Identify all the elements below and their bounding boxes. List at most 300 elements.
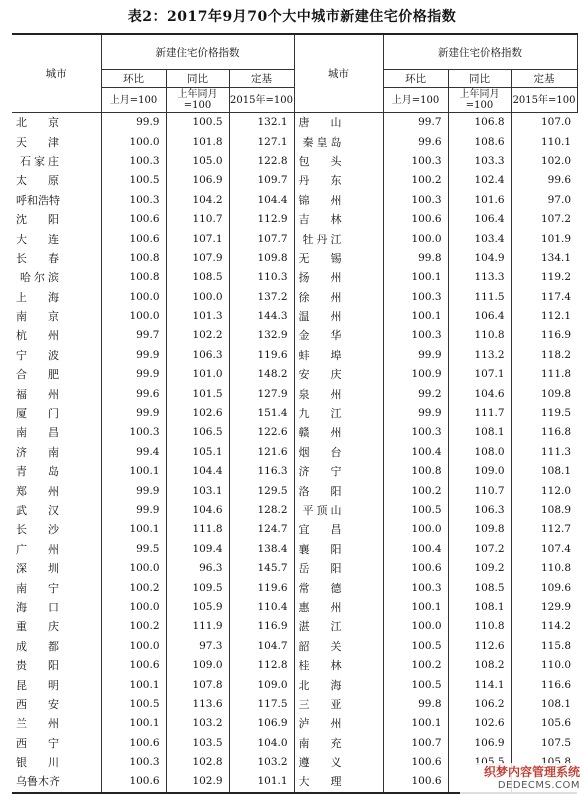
yoy-right-cell: 101.6 — [448, 191, 511, 210]
city-right-cell: 赣州 — [294, 423, 383, 442]
yoy-right-cell: 104.9 — [448, 249, 511, 268]
mom-right-cell: 100.6 — [383, 210, 448, 229]
yoy-right-cell: 108.2 — [448, 656, 511, 675]
yoy-right-cell: 108.0 — [448, 443, 511, 462]
base-left-cell: 132.9 — [229, 326, 294, 345]
city-left-cell: 北京 — [16, 116, 80, 130]
base-left-cell: 151.4 — [229, 404, 294, 423]
mom-left-cell: 100.6 — [101, 772, 166, 792]
yoy-left-cell: 100.5 — [166, 113, 229, 133]
base-left-cell: 103.2 — [229, 753, 294, 772]
city-right-cell: 蚌埠 — [294, 346, 383, 365]
yoy-header-right: 同比 — [448, 70, 511, 88]
city-right-cell: 烟台 — [294, 443, 383, 462]
yoy-left-cell: 101.0 — [166, 365, 229, 384]
yoy-right-cell: 114.1 — [448, 675, 511, 694]
city-right-cell: 牡丹江 — [294, 229, 383, 248]
yoy-left-cell: 104.2 — [166, 191, 229, 210]
mom-right-cell: 100.9 — [383, 365, 448, 384]
city-left-cell: 石家庄 — [20, 154, 62, 168]
mom-left-cell: 100.8 — [101, 268, 166, 287]
city-left-cell: 长春 — [16, 251, 80, 265]
base-right-cell: 105.6 — [511, 714, 577, 733]
city-left-cell: 长沙 — [16, 523, 80, 537]
table-row — [12, 714, 577, 733]
yoy-left-cell: 105.0 — [166, 152, 229, 171]
yoy-left-cell: 109.5 — [166, 578, 229, 597]
mom-left-cell: 100.0 — [101, 598, 166, 617]
mom-right-cell: 99.8 — [383, 695, 448, 714]
mom-right-cell: 100.2 — [383, 481, 448, 500]
mom-right-cell: 100.3 — [383, 423, 448, 442]
yoy-subheader-left: 上年同月=100 — [166, 88, 229, 113]
mom-left-cell: 100.0 — [101, 132, 166, 151]
table-row — [12, 384, 577, 403]
city-left-cell: 乌鲁木齐 — [16, 775, 60, 789]
base-left-cell: 107.7 — [229, 229, 294, 248]
table-row — [12, 443, 577, 462]
table-row — [12, 365, 577, 384]
city-right-cell: 常德 — [294, 578, 383, 597]
mom-left-cell: 99.4 — [101, 443, 166, 462]
city-right-cell: 九江 — [294, 404, 383, 423]
base-left-cell: 148.2 — [229, 365, 294, 384]
table-row — [12, 171, 577, 190]
yoy-left-cell: 101.8 — [166, 132, 229, 151]
mom-right-cell: 100.1 — [383, 714, 448, 733]
table-row — [12, 462, 577, 481]
city-left-cell: 南京 — [16, 310, 80, 324]
mom-left-cell: 100.3 — [101, 423, 166, 442]
table-row — [12, 229, 577, 248]
yoy-subheader-right: 上年同月=100 — [448, 88, 511, 113]
mom-right-cell: 99.6 — [383, 132, 448, 151]
base-subheader-right: 2015年=100 — [511, 88, 577, 113]
yoy-left-cell: 107.8 — [166, 675, 229, 694]
mom-right-cell: 100.2 — [383, 171, 448, 190]
table-row — [12, 675, 577, 694]
mom-right-cell: 100.3 — [383, 578, 448, 597]
base-right-cell: 114.2 — [511, 617, 577, 636]
yoy-right-cell: 103.3 — [448, 152, 511, 171]
mom-left-cell: 99.6 — [101, 384, 166, 403]
yoy-left-cell: 109.4 — [166, 540, 229, 559]
yoy-left-cell: 106.3 — [166, 346, 229, 365]
city-right-cell: 丹东 — [294, 171, 383, 190]
base-right-cell: 107.4 — [511, 540, 577, 559]
yoy-right-cell: 107.2 — [448, 540, 511, 559]
base-right-cell: 97.0 — [511, 191, 577, 210]
yoy-right-cell: 108.5 — [448, 578, 511, 597]
mom-left-cell: 100.6 — [101, 229, 166, 248]
mom-right-cell: 100.8 — [383, 462, 448, 481]
mom-right-cell: 100.5 — [383, 501, 448, 520]
yoy-left-cell: 102.8 — [166, 753, 229, 772]
yoy-right-cell: 109.8 — [448, 520, 511, 539]
yoy-right-cell: 108.6 — [448, 132, 511, 151]
base-left-cell: 119.6 — [229, 346, 294, 365]
base-left-cell: 132.1 — [229, 113, 294, 133]
mom-right-cell: 100.3 — [383, 191, 448, 210]
mom-left-cell: 100.1 — [101, 675, 166, 694]
yoy-left-cell: 108.5 — [166, 268, 229, 287]
mom-right-cell: 100.0 — [383, 617, 448, 636]
city-right-cell: 唐山 — [294, 113, 383, 133]
mom-left-cell: 100.1 — [101, 714, 166, 733]
table-row — [12, 501, 577, 520]
mom-right-cell: 99.2 — [383, 384, 448, 403]
base-left-cell: 106.9 — [229, 714, 294, 733]
yoy-left-cell: 107.1 — [166, 229, 229, 248]
base-right-cell: 111.8 — [511, 365, 577, 384]
base-right-cell: 110.1 — [511, 132, 577, 151]
city-left-cell: 哈尔滨 — [20, 271, 62, 285]
city-right-cell: 泉州 — [294, 384, 383, 403]
base-right-cell: 115.8 — [511, 637, 577, 656]
mom-right-cell: 100.3 — [383, 152, 448, 171]
mom-left-cell: 100.0 — [101, 288, 166, 307]
yoy-right-cell: 112.6 — [448, 637, 511, 656]
city-left-cell: 杭州 — [16, 329, 80, 343]
mom-left-cell: 100.8 — [101, 249, 166, 268]
yoy-left-cell: 102.2 — [166, 326, 229, 345]
mom-subheader-left: 上月=100 — [101, 88, 166, 113]
city-header-left: 城市 — [12, 34, 101, 113]
yoy-right-cell: 106.3 — [448, 501, 511, 520]
city-right-cell: 北海 — [294, 675, 383, 694]
base-left-cell: 119.6 — [229, 578, 294, 597]
city-right-cell: 金华 — [294, 326, 383, 345]
table-row — [12, 656, 577, 675]
mom-right-cell: 100.0 — [383, 520, 448, 539]
city-left-cell: 福州 — [16, 387, 80, 401]
city-right-cell: 遵义 — [294, 753, 383, 772]
yoy-left-cell: 106.9 — [166, 171, 229, 190]
table-row — [12, 734, 577, 753]
base-right-cell: 101.9 — [511, 229, 577, 248]
city-right-cell: 扬州 — [294, 268, 383, 287]
table-row — [12, 617, 577, 636]
city-left-cell: 广州 — [16, 542, 80, 556]
city-right-cell: 锦州 — [294, 191, 383, 210]
table-row — [12, 113, 577, 133]
city-left-cell: 济南 — [16, 445, 80, 459]
base-left-cell: 127.1 — [229, 132, 294, 151]
mom-subheader-right: 上月=100 — [383, 88, 448, 113]
city-header-right: 城市 — [294, 34, 383, 113]
table-row — [12, 307, 577, 326]
yoy-right-cell: 113.2 — [448, 346, 511, 365]
city-left-cell: 西宁 — [16, 736, 80, 750]
base-left-cell: 124.7 — [229, 520, 294, 539]
base-left-cell: 128.2 — [229, 501, 294, 520]
city-right-cell: 桂林 — [294, 656, 383, 675]
table-row — [12, 695, 577, 714]
base-right-cell: 129.9 — [511, 598, 577, 617]
city-left-cell: 成都 — [16, 639, 80, 653]
city-left-cell: 贵阳 — [16, 659, 80, 673]
base-right-cell: 109.8 — [511, 384, 577, 403]
yoy-right-cell: 107.1 — [448, 365, 511, 384]
city-right-cell: 大理 — [294, 772, 383, 792]
mom-left-cell: 100.1 — [101, 462, 166, 481]
city-left-cell: 昆明 — [16, 678, 80, 692]
city-left-cell: 兰州 — [16, 717, 80, 731]
yoy-right-cell: 106.8 — [448, 113, 511, 133]
base-left-cell: 109.7 — [229, 171, 294, 190]
mom-right-cell: 99.7 — [383, 113, 448, 133]
base-right-cell: 110.8 — [511, 559, 577, 578]
watermark-line2: DEDECMS.COM — [497, 780, 580, 791]
yoy-right-cell: 113.3 — [448, 268, 511, 287]
yoy-left-cell: 102.6 — [166, 404, 229, 423]
base-left-cell: 110.3 — [229, 268, 294, 287]
yoy-left-cell: 104.6 — [166, 501, 229, 520]
mom-right-cell: 100.6 — [383, 753, 448, 772]
table-body — [12, 113, 577, 793]
mom-header-right: 环比 — [383, 70, 448, 88]
city-right-cell: 韶关 — [294, 637, 383, 656]
table-row — [12, 520, 577, 539]
city-left-cell: 南昌 — [16, 426, 80, 440]
table-row — [12, 326, 577, 345]
mom-left-cell: 99.5 — [101, 540, 166, 559]
city-left-cell: 西安 — [16, 697, 80, 711]
mom-left-cell: 100.0 — [101, 637, 166, 656]
mom-right-cell: 100.1 — [383, 307, 448, 326]
mom-right-cell: 100.4 — [383, 540, 448, 559]
table-row — [12, 249, 577, 268]
city-left-cell: 青岛 — [16, 465, 80, 479]
mom-right-cell: 100.3 — [383, 288, 448, 307]
mom-left-cell: 100.0 — [101, 307, 166, 326]
mom-right-cell: 100.0 — [383, 229, 448, 248]
base-left-cell: 109.0 — [229, 675, 294, 694]
table-row — [12, 152, 577, 171]
yoy-right-cell: 111.7 — [448, 404, 511, 423]
base-right-cell: 108.1 — [511, 695, 577, 714]
city-right-cell: 南充 — [294, 734, 383, 753]
base-left-cell: 109.8 — [229, 249, 294, 268]
base-left-cell: 117.5 — [229, 695, 294, 714]
mom-right-cell: 100.5 — [383, 675, 448, 694]
yoy-right-cell: 106.4 — [448, 307, 511, 326]
table-row — [12, 559, 577, 578]
city-right-cell: 洛阳 — [294, 481, 383, 500]
yoy-left-cell: 103.5 — [166, 734, 229, 753]
base-subheader-left: 2015年=100 — [229, 88, 294, 113]
yoy-left-cell: 101.5 — [166, 384, 229, 403]
city-right-cell: 济宁 — [294, 462, 383, 481]
city-left-cell: 合肥 — [16, 368, 80, 382]
yoy-left-cell: 110.7 — [166, 210, 229, 229]
city-left-cell: 宁波 — [16, 348, 80, 362]
yoy-left-cell: 103.1 — [166, 481, 229, 500]
city-left-cell: 武汉 — [16, 504, 80, 517]
city-right-cell: 三亚 — [294, 695, 383, 714]
base-right-cell: 108.1 — [511, 462, 577, 481]
mom-left-cell: 100.3 — [101, 753, 166, 772]
mom-right-cell: 100.4 — [383, 443, 448, 462]
yoy-right-cell: 106.9 — [448, 734, 511, 753]
city-left-cell: 大连 — [16, 232, 80, 246]
yoy-left-cell: 111.9 — [166, 617, 229, 636]
table-title: 表2：2017年9月70个大中城市新建住宅价格指数 — [127, 9, 457, 25]
yoy-right-cell: 102.4 — [448, 171, 511, 190]
mom-left-cell: 100.6 — [101, 656, 166, 675]
base-left-cell: 127.9 — [229, 384, 294, 403]
mom-left-cell: 100.3 — [101, 191, 166, 210]
table-row — [12, 404, 577, 423]
yoy-left-cell: 100.0 — [166, 288, 229, 307]
base-left-cell: 129.5 — [229, 481, 294, 500]
yoy-left-cell: 105.1 — [166, 443, 229, 462]
mom-right-cell: 100.3 — [383, 326, 448, 345]
mom-left-cell: 99.7 — [101, 326, 166, 345]
yoy-left-cell: 101.3 — [166, 307, 229, 326]
base-right-cell: 112.1 — [511, 307, 577, 326]
base-right-cell: 99.6 — [511, 171, 577, 190]
mom-right-cell: 100.6 — [383, 772, 448, 792]
mom-left-cell: 100.6 — [101, 210, 166, 229]
yoy-right-cell: 108.1 — [448, 423, 511, 442]
city-left-cell: 重庆 — [16, 620, 80, 634]
mom-right-cell: 100.5 — [383, 637, 448, 656]
city-right-cell: 湛江 — [294, 617, 383, 636]
base-left-cell: 101.1 — [229, 772, 294, 792]
city-left-cell: 上海 — [16, 290, 80, 304]
base-right-cell: 107.0 — [511, 113, 577, 133]
yoy-left-cell: 102.9 — [166, 772, 229, 792]
mom-left-cell: 100.5 — [101, 695, 166, 714]
yoy-left-cell: 96.3 — [166, 559, 229, 578]
base-right-cell: 119.2 — [511, 268, 577, 287]
city-left-cell: 银川 — [16, 756, 80, 770]
yoy-left-cell: 107.9 — [166, 249, 229, 268]
city-left-cell: 呼和浩特 — [16, 193, 60, 207]
mom-right-cell: 99.8 — [383, 249, 448, 268]
base-left-cell: 116.3 — [229, 462, 294, 481]
yoy-left-cell: 111.8 — [166, 520, 229, 539]
table-row — [12, 210, 577, 229]
price-index-table — [12, 33, 578, 794]
base-right-cell: 110.0 — [511, 656, 577, 675]
mom-left-cell: 100.3 — [101, 152, 166, 171]
table-row — [12, 268, 577, 287]
yoy-right-cell: 106.2 — [448, 695, 511, 714]
yoy-right-cell: 103.4 — [448, 229, 511, 248]
base-header-right: 定基 — [511, 70, 577, 88]
group-header-right: 新建住宅价格指数 — [383, 34, 577, 70]
mom-right-cell: 99.9 — [383, 404, 448, 423]
mom-right-cell: 100.2 — [383, 656, 448, 675]
table-row — [12, 637, 577, 656]
mom-left-cell: 99.9 — [101, 346, 166, 365]
mom-left-cell: 100.5 — [101, 171, 166, 190]
yoy-left-cell: 105.9 — [166, 598, 229, 617]
watermark-line1: 织梦内容管理系统 — [483, 765, 580, 779]
mom-right-cell: 99.9 — [383, 346, 448, 365]
base-left-cell: 122.8 — [229, 152, 294, 171]
city-right-cell: 徐州 — [294, 288, 383, 307]
city-left-cell: 郑州 — [16, 484, 80, 498]
city-right-cell: 包头 — [294, 152, 383, 171]
city-left-cell: 天津 — [16, 135, 80, 149]
base-header-left: 定基 — [229, 70, 294, 88]
base-right-cell: 112.7 — [511, 520, 577, 539]
mom-left-cell: 100.2 — [101, 617, 166, 636]
yoy-right-cell: 106.4 — [448, 210, 511, 229]
yoy-left-cell: 113.6 — [166, 695, 229, 714]
base-left-cell: 116.9 — [229, 617, 294, 636]
city-right-cell: 平顶山 — [294, 501, 383, 520]
table-row — [12, 598, 577, 617]
mom-left-cell: 100.1 — [101, 520, 166, 539]
base-right-cell: 134.1 — [511, 249, 577, 268]
city-left-cell: 南宁 — [16, 581, 80, 595]
city-left-cell: 海口 — [16, 600, 80, 614]
table-row — [12, 578, 577, 597]
city-right-cell: 宜昌 — [294, 520, 383, 539]
yoy-right-cell: 111.5 — [448, 288, 511, 307]
yoy-header-left: 同比 — [166, 70, 229, 88]
base-right-cell: 118.2 — [511, 346, 577, 365]
yoy-left-cell: 106.5 — [166, 423, 229, 442]
mom-left-cell: 100.6 — [101, 734, 166, 753]
mom-left-cell: 99.9 — [101, 481, 166, 500]
mom-left-cell: 99.9 — [101, 113, 166, 133]
city-left-cell: 太原 — [16, 174, 80, 188]
base-right-cell: 109.6 — [511, 578, 577, 597]
yoy-left-cell: 104.4 — [166, 462, 229, 481]
base-left-cell: 145.7 — [229, 559, 294, 578]
base-left-cell: 112.8 — [229, 656, 294, 675]
mom-right-cell: 100.6 — [383, 559, 448, 578]
table-row — [12, 481, 577, 500]
city-right-cell: 温州 — [294, 307, 383, 326]
yoy-left-cell: 109.0 — [166, 656, 229, 675]
city-right-cell: 岳阳 — [294, 559, 383, 578]
base-right-cell: 112.0 — [511, 481, 577, 500]
yoy-right-cell: 110.8 — [448, 326, 511, 345]
table-row — [12, 540, 577, 559]
city-left-cell: 厦门 — [16, 407, 80, 421]
mom-header-left: 环比 — [101, 70, 166, 88]
base-right-cell: 107.5 — [511, 734, 577, 753]
yoy-left-cell: 97.3 — [166, 637, 229, 656]
city-right-cell: 泸州 — [294, 714, 383, 733]
city-right-cell: 襄阳 — [294, 540, 383, 559]
table-row — [12, 132, 577, 151]
mom-left-cell: 100.0 — [101, 559, 166, 578]
base-right-cell: 107.2 — [511, 210, 577, 229]
base-left-cell: 104.0 — [229, 734, 294, 753]
mom-left-cell: 99.9 — [101, 501, 166, 520]
mom-right-cell: 100.1 — [383, 598, 448, 617]
table-row — [12, 288, 577, 307]
base-right-cell: 111.3 — [511, 443, 577, 462]
mom-left-cell: 99.9 — [101, 365, 166, 384]
base-left-cell: 110.4 — [229, 598, 294, 617]
city-right-cell: 吉林 — [294, 210, 383, 229]
base-right-cell: 116.6 — [511, 675, 577, 694]
yoy-right-cell: 108.1 — [448, 598, 511, 617]
city-left-cell: 深圳 — [16, 562, 80, 576]
yoy-right-cell: 110.7 — [448, 481, 511, 500]
base-left-cell: 104.4 — [229, 191, 294, 210]
base-left-cell: 112.9 — [229, 210, 294, 229]
yoy-right-cell: 102.6 — [448, 714, 511, 733]
